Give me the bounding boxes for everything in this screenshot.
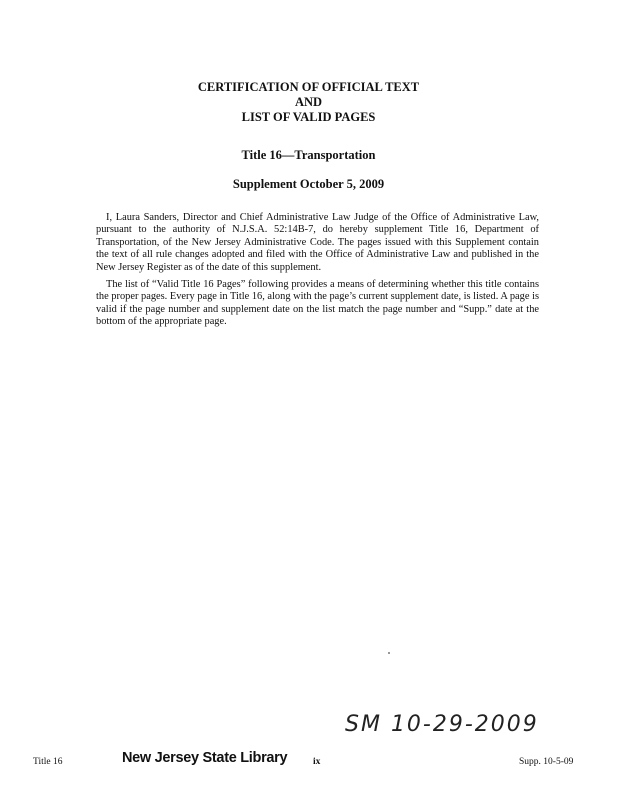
supplement-heading: Supplement October 5, 2009 bbox=[232, 177, 385, 191]
footer-supp-date: Supp. 10-5-09 bbox=[519, 757, 574, 767]
footer-page-number: ix bbox=[313, 757, 321, 767]
paragraph-certification: I, Laura Sanders, Director and Chief Administrative Law Judge of the Office of Administrative Law, pursuant to the authority of N.J.S.A. 52:14B-7, do hereby supplement Title 16, Department of Transportation, of the New Jersey Administrative Code. The pages issued with this Supplement contain the text of all rule changes adopted and filed with the Office of Administrative Law and published in the New Jersey Register as of the date of this supplement. bbox=[96, 212, 539, 273]
certification-body bbox=[96, 212, 539, 334]
title-heading: Title 16—Transportation bbox=[241, 148, 376, 162]
certification-heading bbox=[0, 80, 617, 125]
heading-line-2: AND bbox=[294, 95, 323, 109]
library-stamp: New Jersey State Library bbox=[122, 750, 288, 766]
heading-line-3: LIST OF VALID PAGES bbox=[241, 110, 376, 124]
speck-mark bbox=[388, 652, 390, 654]
paragraph-valid-pages: The list of “Valid Title 16 Pages” following provides a means of determining whether this title contains the proper pages. Every page in Title 16, along with the page’s current supplement date, is listed. A page is valid if the page number and supplement date on the list match the page number and “Supp.” date at the bottom of the appropriate page. bbox=[96, 279, 539, 328]
footer-title-label: Title 16 bbox=[33, 757, 63, 767]
heading-line-1: CERTIFICATION OF OFFICIAL TEXT bbox=[197, 80, 420, 94]
handwritten-initials-date: SM 10-29-2009 bbox=[345, 712, 539, 737]
